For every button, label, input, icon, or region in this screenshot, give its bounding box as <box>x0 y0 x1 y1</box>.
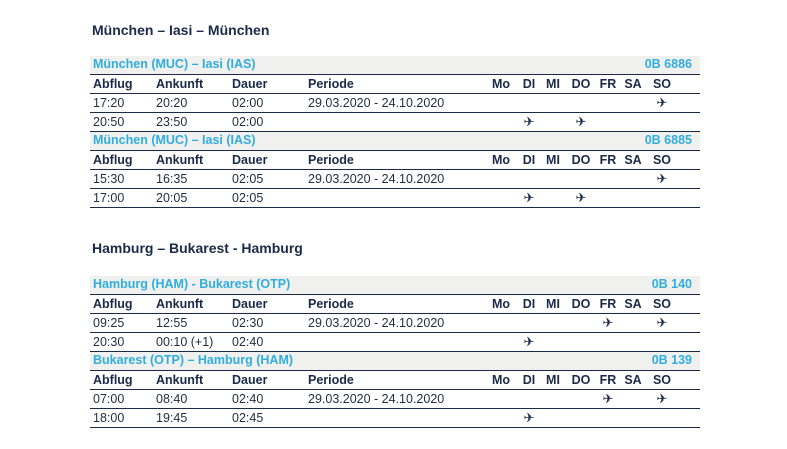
column-header-row <box>90 75 700 93</box>
col-arrival: Ankunft <box>156 77 204 91</box>
col-duration: Dauer <box>232 297 268 311</box>
plane-icon-so: ✈ <box>656 315 668 330</box>
plane-icon-fr: ✈ <box>602 391 614 406</box>
col-day-di: DI <box>522 373 536 387</box>
col-period: Periode <box>308 77 354 91</box>
col-day-di: DI <box>522 153 536 167</box>
col-departure: Abflug <box>93 153 133 167</box>
departure-time: 17:20 <box>93 96 125 110</box>
col-period: Periode <box>308 153 354 167</box>
plane-icon-so: ✈ <box>656 95 668 110</box>
flight-number: 0B 140 <box>651 277 692 291</box>
duration: 02:40 <box>232 392 264 406</box>
route-header <box>90 276 700 295</box>
col-period: Periode <box>308 373 354 387</box>
route-name: Bukarest (OTP) – Hamburg (HAM) <box>93 353 294 367</box>
col-period: Periode <box>308 297 354 311</box>
table-row <box>90 112 700 132</box>
col-duration: Dauer <box>232 77 268 91</box>
route-header <box>90 352 700 371</box>
route-table-0b6886 <box>90 56 700 208</box>
plane-icon-do: ✈ <box>575 190 587 205</box>
period: 29.03.2020 - 24.10.2020 <box>308 316 445 330</box>
col-day-so: SO <box>652 373 672 387</box>
flight-number: 0B 6885 <box>644 133 692 147</box>
col-duration: Dauer <box>232 153 268 167</box>
col-day-mi: MI <box>546 373 560 387</box>
table-row <box>90 93 700 112</box>
col-departure: Abflug <box>93 373 133 387</box>
col-day-fr: FR <box>599 373 617 387</box>
flight-number: 0B 139 <box>651 353 692 367</box>
plane-icon-fr: ✈ <box>602 315 614 330</box>
column-header-row <box>90 371 700 389</box>
arrival-time: 12:55 <box>156 316 188 330</box>
plane-icon-do: ✈ <box>575 114 587 129</box>
col-day-mo: Mo <box>491 153 511 167</box>
col-day-di: DI <box>522 77 536 91</box>
arrival-time: 19:45 <box>156 411 188 425</box>
table-row <box>90 169 700 188</box>
duration: 02:00 <box>232 115 264 129</box>
flight-number: 0B 6886 <box>644 57 692 71</box>
plane-icon-di: ✈ <box>523 190 535 205</box>
plane-icon-di: ✈ <box>523 114 535 129</box>
col-day-di: DI <box>522 297 536 311</box>
table-row <box>90 332 700 352</box>
col-arrival: Ankunft <box>156 153 204 167</box>
route-header <box>90 56 700 75</box>
departure-time: 18:00 <box>93 411 125 425</box>
arrival-time: 23:50 <box>156 115 188 129</box>
plane-icon-so: ✈ <box>656 171 668 186</box>
col-day-mi: MI <box>546 153 560 167</box>
departure-time: 20:50 <box>93 115 125 129</box>
route-name: München (MUC) – Iasi (IAS) <box>93 133 256 147</box>
arrival-time: 00:10 (+1) <box>156 335 214 349</box>
col-day-sa: SA <box>624 373 642 387</box>
duration: 02:00 <box>232 96 264 110</box>
departure-time: 15:30 <box>93 172 125 186</box>
section-title-munich-iasi: München – Iasi – München <box>92 22 270 38</box>
col-duration: Dauer <box>232 373 268 387</box>
duration: 02:30 <box>232 316 264 330</box>
section-title-hamburg-bukarest: Hamburg – Bukarest - Hamburg <box>92 240 303 256</box>
route-name: Hamburg (HAM) - Bukarest (OTP) <box>93 277 291 291</box>
table-row <box>90 313 700 332</box>
period: 29.03.2020 - 24.10.2020 <box>308 96 445 110</box>
duration: 02:45 <box>232 411 264 425</box>
plane-icon-di: ✈ <box>523 410 535 425</box>
col-arrival: Ankunft <box>156 297 204 311</box>
col-departure: Abflug <box>93 297 133 311</box>
col-day-do: DO <box>571 153 591 167</box>
period: 29.03.2020 - 24.10.2020 <box>308 172 445 186</box>
col-day-do: DO <box>571 297 591 311</box>
route-name: München (MUC) – Iasi (IAS) <box>93 57 256 71</box>
col-arrival: Ankunft <box>156 373 204 387</box>
column-header-row <box>90 295 700 313</box>
table-row <box>90 408 700 428</box>
plane-icon-di: ✈ <box>523 334 535 349</box>
departure-time: 20:30 <box>93 335 125 349</box>
table-row <box>90 389 700 408</box>
col-day-do: DO <box>571 373 591 387</box>
arrival-time: 16:35 <box>156 172 188 186</box>
col-day-fr: FR <box>599 297 617 311</box>
arrival-time: 20:20 <box>156 96 188 110</box>
duration: 02:05 <box>232 172 264 186</box>
col-day-sa: SA <box>624 297 642 311</box>
col-day-mi: MI <box>546 297 560 311</box>
col-day-mo: Mo <box>491 77 511 91</box>
col-day-fr: FR <box>599 153 617 167</box>
departure-time: 07:00 <box>93 392 125 406</box>
col-departure: Abflug <box>93 77 133 91</box>
duration: 02:05 <box>232 191 264 205</box>
column-header-row <box>90 151 700 169</box>
col-day-sa: SA <box>624 153 642 167</box>
col-day-so: SO <box>652 297 672 311</box>
col-day-mo: Mo <box>491 297 511 311</box>
table-row <box>90 188 700 208</box>
departure-time: 09:25 <box>93 316 125 330</box>
plane-icon-so: ✈ <box>656 391 668 406</box>
route-table-0b140 <box>90 276 700 428</box>
route-header <box>90 132 700 151</box>
arrival-time: 08:40 <box>156 392 188 406</box>
col-day-mo: Mo <box>491 373 511 387</box>
duration: 02:40 <box>232 335 264 349</box>
col-day-so: SO <box>652 153 672 167</box>
col-day-sa: SA <box>624 77 642 91</box>
col-day-so: SO <box>652 77 672 91</box>
departure-time: 17:00 <box>93 191 125 205</box>
period: 29.03.2020 - 24.10.2020 <box>308 392 445 406</box>
col-day-do: DO <box>571 77 591 91</box>
arrival-time: 20:05 <box>156 191 188 205</box>
col-day-mi: MI <box>546 77 560 91</box>
col-day-fr: FR <box>599 77 617 91</box>
